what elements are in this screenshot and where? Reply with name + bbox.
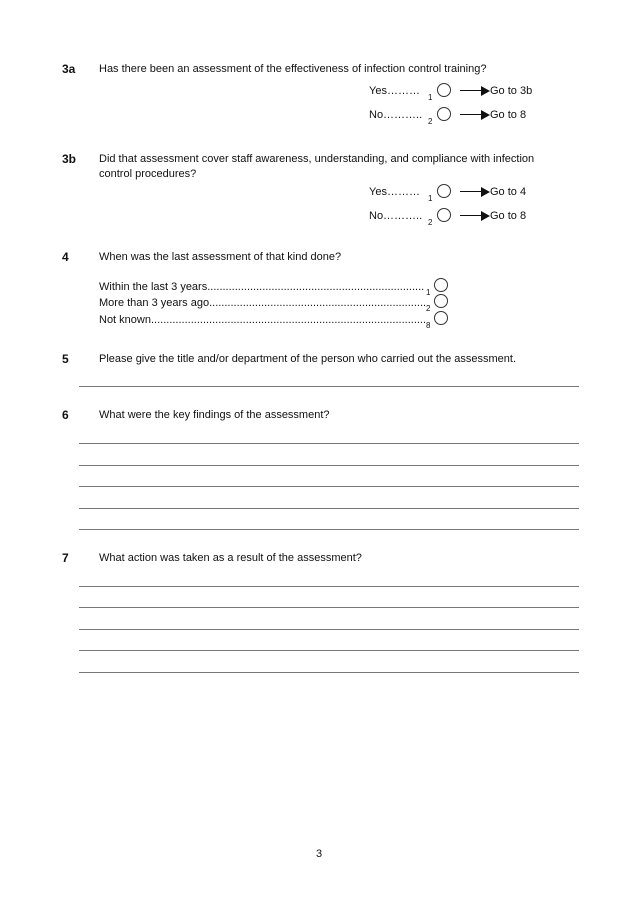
answer-line-6[interactable]	[79, 508, 579, 509]
radio-circle-3a-no[interactable]	[437, 107, 451, 121]
leader-dots	[151, 314, 425, 326]
option-label: Yes………	[369, 186, 420, 198]
option-code: 1	[426, 288, 431, 297]
option-code: 1	[428, 93, 433, 102]
radio-circle-3b-yes[interactable]	[437, 184, 451, 198]
goto-label: Go to 4	[490, 186, 527, 198]
answer-line-7[interactable]	[79, 629, 579, 630]
goto-label: Go to 8	[490, 210, 527, 222]
question-number-3b: 3b	[62, 152, 77, 166]
answer-line-6[interactable]	[79, 465, 579, 466]
goto-label: Go to 3b	[490, 85, 533, 97]
option-label: No………..	[369, 109, 423, 121]
question-number-4: 4	[62, 250, 69, 264]
answer-line-7[interactable]	[79, 650, 579, 651]
goto-label: Go to 8	[490, 109, 527, 121]
answer-line-6[interactable]	[79, 443, 579, 444]
question-text-5: Please give the title and/or department of the person who carried out the assessment.	[99, 353, 517, 365]
question-number-6: 6	[62, 408, 69, 422]
arrow-right-icon	[460, 187, 490, 197]
question-number-5: 5	[62, 352, 69, 366]
arrow-right-icon	[460, 110, 490, 120]
answer-line-7[interactable]	[79, 586, 579, 587]
question-number-7: 7	[62, 551, 69, 565]
radio-circle-4-more[interactable]	[434, 294, 448, 308]
answer-line-5[interactable]	[79, 386, 579, 387]
radio-circle-3a-yes[interactable]	[437, 83, 451, 97]
question-text-4: When was the last assessment of that kind done?	[99, 251, 342, 263]
option-label: More than 3 years ago	[99, 297, 210, 309]
option-label: Within the last 3 years	[99, 281, 208, 293]
radio-circle-3b-no[interactable]	[437, 208, 451, 222]
option-label: No………..	[369, 210, 423, 222]
option-code: 1	[428, 194, 433, 203]
leader-dots	[209, 297, 425, 309]
question-number-3a: 3a	[62, 62, 76, 76]
option-code: 2	[428, 117, 433, 126]
question-text-7: What action was taken as a result of the assessment?	[99, 552, 362, 564]
radio-circle-4-within[interactable]	[434, 278, 448, 292]
option-label: Yes………	[369, 85, 420, 97]
arrow-right-icon	[460, 211, 490, 221]
option-code: 8	[426, 321, 431, 330]
arrow-right-icon	[460, 86, 490, 96]
answer-line-7[interactable]	[79, 672, 579, 673]
page-number: 3	[315, 848, 323, 860]
question-text-6: What were the key findings of the assessment?	[99, 409, 330, 421]
answer-line-7[interactable]	[79, 607, 579, 608]
radio-circle-4-not-known[interactable]	[434, 311, 448, 325]
leader-dots	[207, 281, 425, 293]
option-code: 2	[426, 304, 431, 313]
option-label: Not known	[99, 314, 151, 326]
answer-line-6[interactable]	[79, 486, 579, 487]
answer-line-6[interactable]	[79, 529, 579, 530]
question-text-3a: Has there been an assessment of the effectiveness of infection control training?	[99, 63, 487, 75]
option-code: 2	[428, 218, 433, 227]
question-text-3b: Did that assessment cover staff awareness, understanding, and compliance with infection control procedures?	[99, 153, 535, 180]
